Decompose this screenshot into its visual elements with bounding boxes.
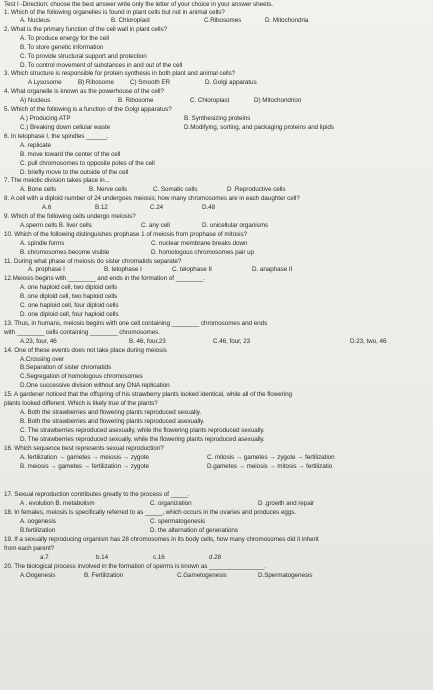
answer-choice: C.24 xyxy=(150,204,164,211)
answer-choice: B. Chloroplast xyxy=(111,17,150,24)
answer-choice: D. one diploid cell, four haploid cells xyxy=(20,311,119,318)
answer-choice: D) Mitochondrion xyxy=(254,97,302,104)
answer-choice: A.) Producing ATP xyxy=(20,115,71,122)
answer-choice: C. any cell xyxy=(141,222,170,229)
answer-choice: A.Crossing over xyxy=(20,356,65,363)
answer-choice: D. Mitochondria xyxy=(265,17,309,24)
test-directions: Test I -Direction: choose the best answer write only the letter of your choice in your answer sheets. xyxy=(4,1,273,8)
question-text: 6. In telophase I, the spindles ______. xyxy=(4,133,109,140)
answer-choice: D .Reproductive cells xyxy=(227,186,286,193)
answer-choice: a.7 xyxy=(40,554,49,561)
answer-choice: B. Both the strawberries and flowering plants reproduced asexually. xyxy=(20,418,205,425)
answer-choice: A.23, four, 46 xyxy=(20,338,57,345)
question-text: 4. What organelle is known as the powerhouse of the cell? xyxy=(4,88,164,95)
question-text: 12.Meiosis begins with ________ and ends in the formation of ________. xyxy=(4,275,205,282)
answer-choice: A. To produce energy for the cell xyxy=(20,35,109,42)
answer-choice: B. chromosomes become visible xyxy=(20,249,110,256)
answer-choice: A. prophase I xyxy=(28,266,65,273)
answer-choice: A. Nucleus xyxy=(20,17,50,24)
answer-choice: D. Golgi apparatus xyxy=(205,79,257,86)
answer-choice: B.fertilization xyxy=(20,527,56,534)
answer-choice: D.48 xyxy=(202,204,216,211)
answer-choice: B. move toward the center of the cell xyxy=(20,151,121,158)
answer-choice: A Lysosome xyxy=(28,79,62,86)
question-text: 11. During what phase of meiosis do sister chromatids separate? xyxy=(4,258,182,265)
answer-choice: b.14 xyxy=(96,554,109,561)
answer-choice: D. briefly move to the outside of the cell xyxy=(20,169,129,176)
answer-choice: A.Oogenesis xyxy=(20,572,56,579)
answer-choice: A. spindle forms xyxy=(20,240,65,247)
answer-choice: C. pull chromosomes to opposite poles of the cell xyxy=(20,160,155,167)
answer-choice: A. Bone cells xyxy=(20,186,57,193)
answer-choice: A. Both the strawberries and flowering plants reproduced sexually. xyxy=(20,409,202,416)
question-text: 10. Which of the following distinguishes prophase 1 of meiosis from prophase of mitosis? xyxy=(4,231,248,238)
question-text: 20. The biological process involved in the formation of sperms is known as ________________. xyxy=(4,563,267,570)
question-text: 16. Which sequence best represents sexual reproduction? xyxy=(4,445,164,452)
answer-choice: B) Ribosome xyxy=(78,79,114,86)
answer-choice: B. meiosis → gametes → fertilization → zygote xyxy=(20,463,149,470)
question-text: 18. In females, meiosis is specifically referred to as _____, which occurs in the ovaries and produces eggs. xyxy=(4,509,297,516)
question-text: 8. A cell with a diploid number of 24 undergoes meiosis; how many chromosomes are in each daughter cell? xyxy=(4,195,300,202)
answer-choice: C.Segregation of homologous chromosomes xyxy=(20,373,143,380)
answer-choice: with ________ cells containing ________ chromosomes. xyxy=(4,329,160,336)
answer-choice: B. 46, four,23 xyxy=(129,338,166,345)
answer-choice: A.6 xyxy=(42,204,52,211)
answer-choice: D.gametes → meiosis → mitosis → fertilizatio xyxy=(207,463,333,470)
answer-choice: c.16 xyxy=(153,554,165,561)
question-text: 1. Which of the following organelles is found in plant cells but not in animal cells? xyxy=(4,9,225,16)
answer-choice: C.46, four, 23 xyxy=(213,338,251,345)
answer-choice: d.28 xyxy=(209,554,222,561)
answer-choice: B. To store genetic information xyxy=(20,44,104,51)
answer-choice: C. organization xyxy=(150,500,192,507)
question-text: 9. Which of the following cells undergo meiosis? xyxy=(4,213,136,220)
answer-choice: A. replicate xyxy=(20,142,51,149)
question-text: 13. Thus, in humans, meiosis begins with one cell containing ________ chromosomes and ends xyxy=(4,320,268,327)
answer-choice: B. Synthesizing proteins xyxy=(184,115,251,122)
answer-choice: B. one diploid cell, two haploid cells xyxy=(20,293,118,300)
answer-choice: B.12 xyxy=(95,204,108,211)
answer-choice: C.Gametogenesis xyxy=(177,572,227,579)
answer-choice: A . evolution B. metabolism xyxy=(20,500,95,507)
question-text: 3. Which structure is responsible for protein synthesis in both plant and animal cells? xyxy=(4,70,236,77)
answer-choice: D .growth and repair xyxy=(258,500,315,507)
answer-choice: D. The strawberries reproduced sexually, while the flowering plants reproduced asexually. xyxy=(20,436,265,443)
question-text: 15. A gardener noticed that the offspring of his strawberry plants looked identical, while all of the flowering xyxy=(4,391,293,398)
answer-choice: C.Ribosomes xyxy=(204,17,242,24)
answer-choice: D. To control movement of substances in and out of the cell xyxy=(20,62,183,69)
question-text: 17. Sexual reproduction contributes greatly to the process of _____. xyxy=(4,491,190,498)
answer-choice: C. mitosis → gametes → zygote → fertilization xyxy=(207,454,335,461)
answer-choice: C. Somatic cells xyxy=(153,186,198,193)
answer-choice: A. fertilization → gametes → meiosis → zygote xyxy=(20,454,149,461)
question-text: 14. One of these events does not take place during meiosis xyxy=(4,347,167,354)
answer-choice: B.Separation of sister chromatids xyxy=(20,364,112,371)
answer-choice: C. Chloroplast xyxy=(190,97,230,104)
answer-choice: B. Fertilization xyxy=(84,572,124,579)
answer-choice: D. anaphase II xyxy=(252,266,293,273)
answer-choice: C. spermatogenesis xyxy=(150,518,206,525)
question-text: 19. If a sexually reproducing organism has 28 chromosomes in its body cells, how many chromosomes did it inherit xyxy=(4,536,319,543)
answer-choice: D. unicellular organisms xyxy=(202,222,268,229)
answer-choice: D. homologous chromosomes pair up xyxy=(151,249,254,256)
answer-choice: D. the alternation of generations xyxy=(150,527,238,534)
answer-choice: C. one haploid cell, four diploid cells xyxy=(20,302,119,309)
answer-choice: D.Modifying, sorting, and packaging proteins and lipids xyxy=(184,124,334,131)
answer-choice: A.sperm cells B. liver cells xyxy=(20,222,92,229)
answer-choice: A. oogenesis xyxy=(20,518,56,525)
answer-choice: D.23, two, 46 xyxy=(350,338,387,345)
answer-choice: A. one haploid cell, two diploid cells xyxy=(20,284,118,291)
answer-choice: B. Ribosome xyxy=(118,97,154,104)
answer-choice: plants looked different. Which is likely true of the plants? xyxy=(4,400,158,407)
answer-choice: C. telophase II xyxy=(172,266,212,273)
answer-choice: A) Nucleus xyxy=(20,97,51,104)
answer-choice: D.One successive division without any DNA replication xyxy=(20,382,170,389)
answer-choice: D.Spermatogenesis xyxy=(258,572,313,579)
answer-choice: B. telophase I xyxy=(104,266,142,273)
question-text: 2. What is the primary function of the cell wall in plant cells? xyxy=(4,26,168,33)
answer-choice: C. To provide structural support and protection xyxy=(20,53,147,60)
answer-choice: from each parent? xyxy=(4,545,55,552)
answer-choice: C.) Breaking down cellular waste xyxy=(20,124,111,131)
answer-choice: B. Nerve cells xyxy=(89,186,128,193)
answer-choice: C) Smooth ER xyxy=(130,79,170,86)
question-text: 5. Which of the following is a function of the Golgi apparatus? xyxy=(4,106,172,113)
answer-choice: C. nuclear membrane breaks down xyxy=(151,240,248,247)
answer-choice: C. The strawberries reproduced asexually, while the flowering plants reproduced sexually. xyxy=(20,427,265,434)
question-text: 7. The meiotic division takes place in... xyxy=(4,177,110,184)
